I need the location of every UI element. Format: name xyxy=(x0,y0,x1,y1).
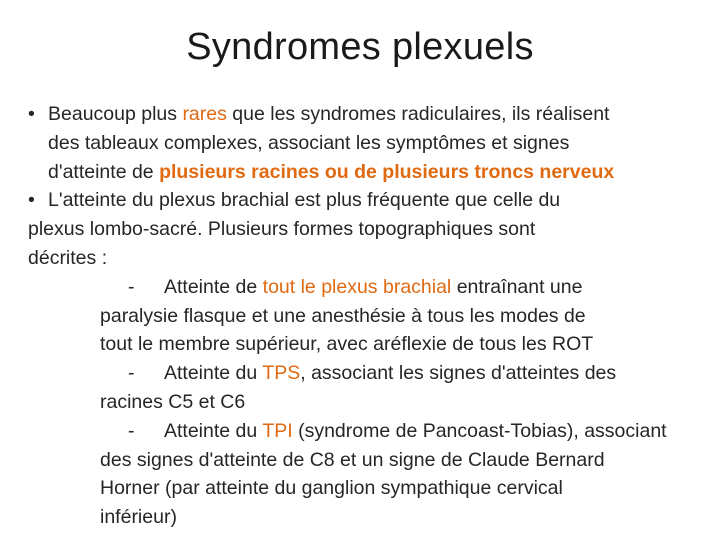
highlight-text: TPS xyxy=(262,362,301,385)
text: que les syndromes radiculaires, ils réalisent xyxy=(226,103,610,125)
highlight-bold-text: plusieurs racines ou de plusieurs troncs nerveux xyxy=(159,160,615,183)
text: entraînant une xyxy=(451,275,583,298)
text: Atteinte du xyxy=(164,362,263,385)
item-3-line-4: inférieur) xyxy=(100,506,177,529)
highlight-text: rares xyxy=(182,103,227,125)
dash-icon: - xyxy=(128,419,135,442)
paragraph-2-line-2: plexus lombo-sacré. Plusieurs formes topographiques sont xyxy=(28,218,536,241)
bullet-icon: • xyxy=(28,103,35,125)
text: Atteinte du xyxy=(164,419,263,442)
item-3-line-3: Horner (par atteinte du ganglion sympathique cervical xyxy=(100,477,563,500)
paragraph-1-line-2: des tableaux complexes, associant les symptômes et signes xyxy=(48,131,570,154)
item-3-line-1 xyxy=(28,417,708,446)
highlight-text: tout le plexus brachial xyxy=(262,275,452,298)
paragraph-1-line-1 xyxy=(28,100,708,129)
item-1-line-1 xyxy=(28,273,708,302)
text: (syndrome de Pancoast-Tobias), associant xyxy=(292,419,667,442)
item-1-line-2: paralysie flasque et une anesthésie à tous les modes de xyxy=(100,304,586,327)
item-2-line-2: racines C5 et C6 xyxy=(100,390,246,413)
text: Atteinte de xyxy=(164,275,263,298)
item-3-line-2: des signes d'atteinte de C8 et un signe de Claude Bernard xyxy=(100,448,605,471)
text: Beaucoup plus xyxy=(48,103,183,125)
slide-body xyxy=(28,100,708,532)
item-1-line-3: tout le membre supérieur, avec aréflexie de tous les ROT xyxy=(100,333,594,356)
text: d'atteinte de xyxy=(48,160,160,183)
paragraph-2-line-3: décrites : xyxy=(28,246,108,269)
text: L'atteinte du plexus brachial est plus fréquente que celle du xyxy=(48,189,561,212)
bullet-icon: • xyxy=(28,189,35,212)
highlight-text: TPI xyxy=(262,419,293,442)
paragraph-2-line-1 xyxy=(28,186,708,215)
slide-title: Syndromes plexuels xyxy=(186,26,534,68)
text: , associant les signes d'atteintes des xyxy=(300,362,617,385)
paragraph-1-line-3 xyxy=(28,158,708,187)
dash-icon: - xyxy=(128,362,135,385)
dash-icon: - xyxy=(128,275,135,298)
item-2-line-1 xyxy=(28,359,708,388)
